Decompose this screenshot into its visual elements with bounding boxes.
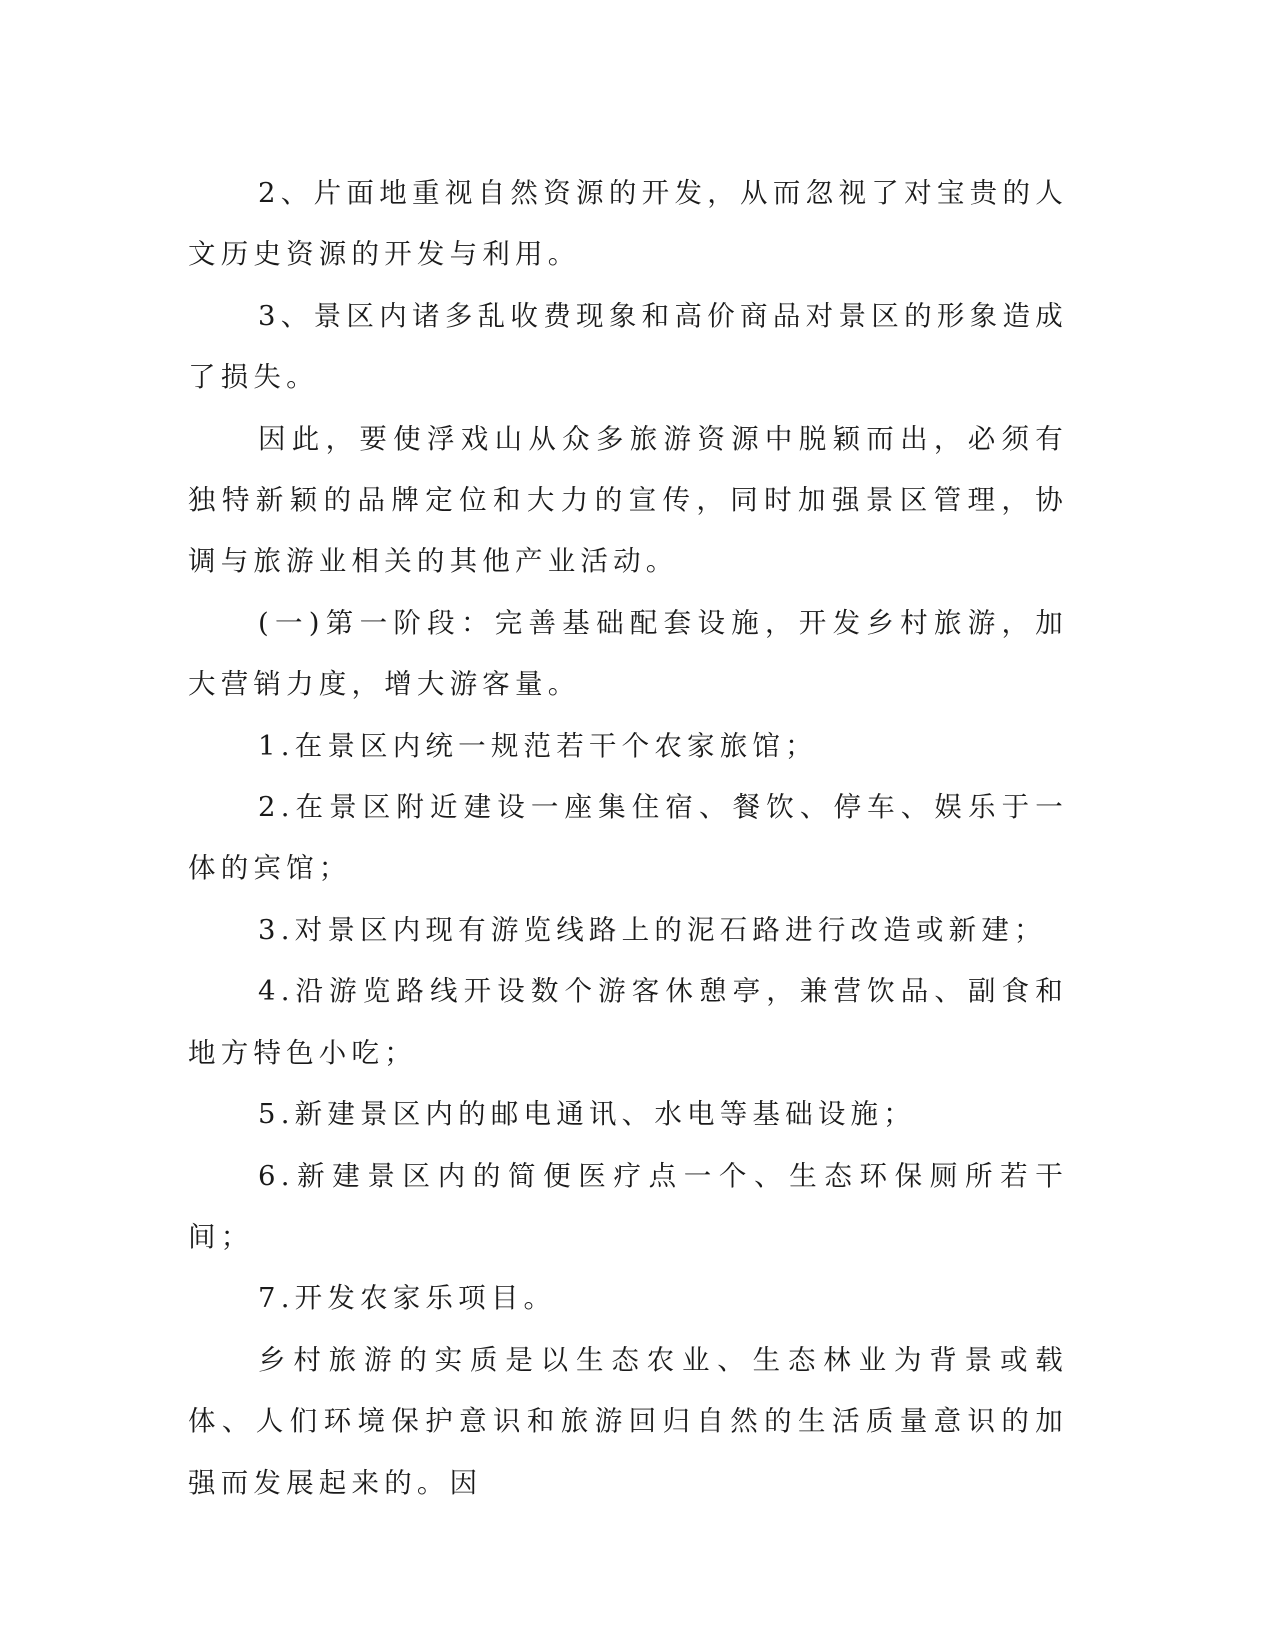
list-item-farm-hostels: 1.在景区内统一规范若干个农家旅馆； <box>258 729 818 762</box>
list-item-roads: 3.对景区内现有游览线路上的泥石路进行改造或新建； <box>258 913 1047 946</box>
paragraph-rural-tourism: 乡村旅游的实质是以生态农业、生态林业为背景或载体、人们环境保护意识和旅游回归自然的生活质量意识的加强而发展起来的。因 <box>188 1343 1068 1499</box>
document-body <box>188 163 1068 1514</box>
list-item-rest-pavilions: 4.沿游览路线开设数个游客休憩亭，兼营饮品、副食和地方特色小吃； <box>188 975 1068 1069</box>
list-item-hotel: 2.在景区附近建设一座集住宿、餐饮、停车、娱乐于一体的宾馆； <box>188 791 1068 885</box>
list-item-infrastructure: 5.新建景区内的邮电通讯、水电等基础设施； <box>258 1098 916 1131</box>
paragraph-phase-one-heading: (一)第一阶段：完善基础配套设施，开发乡村旅游，加大营销力度，增大游客量。 <box>188 606 1068 701</box>
list-item-agritainment: 7.开发农家乐项目。 <box>258 1282 557 1315</box>
paragraph-brand-positioning: 因此，要使浮戏山从众多旅游资源中脱颖而出，必须有独特新颖的品牌定位和大力的宣传，同时加强景区管理，协调与旅游业相关的其他产业活动。 <box>188 422 1068 578</box>
list-item-medical-toilets: 6.新建景区内的简便医疗点一个、生态环保厕所若干间； <box>188 1159 1068 1253</box>
paragraph-illegal-charges: 3、景区内诸多乱收费现象和高价商品对景区的形象造成了损失。 <box>188 299 1068 394</box>
paragraph-neglect-cultural-resources: 2、片面地重视自然资源的开发，从而忽视了对宝贵的人文历史资源的开发与利用。 <box>188 177 1068 271</box>
